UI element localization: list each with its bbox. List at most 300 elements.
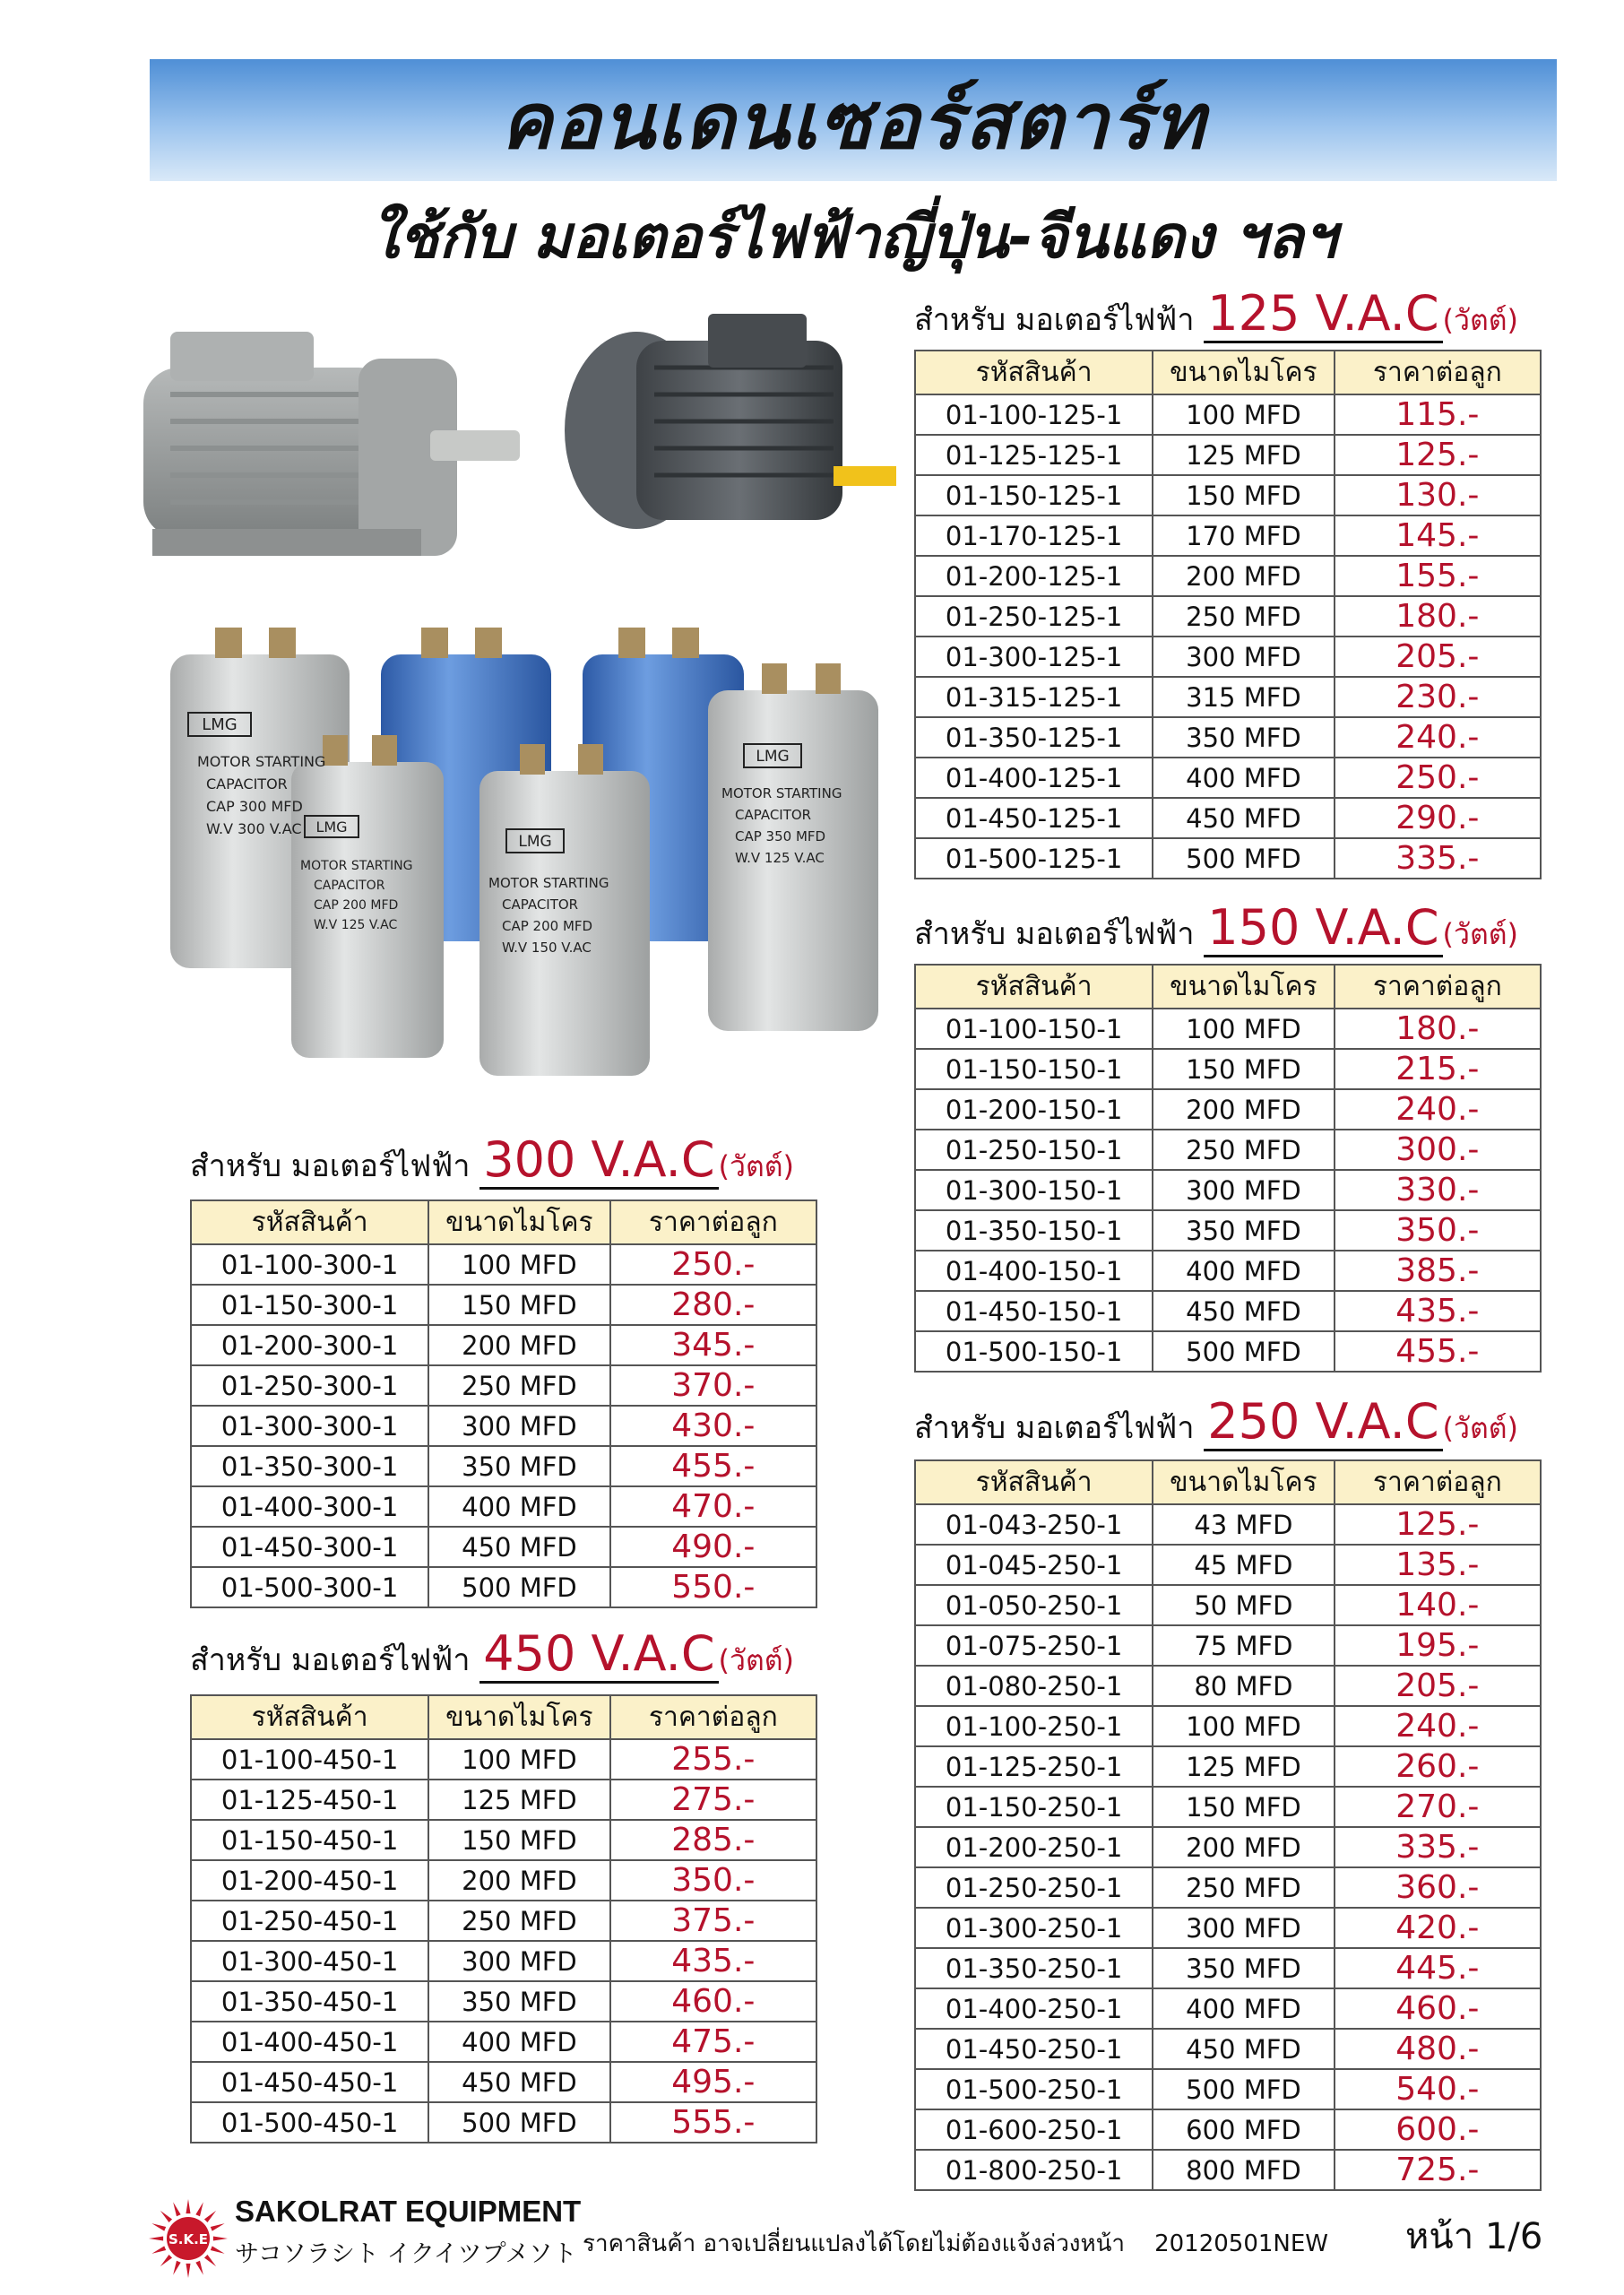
- column-header-price: ราคาต่อลูก: [610, 1695, 816, 1739]
- price-cell: 335.-: [1335, 838, 1541, 879]
- product-code-cell: 01-125-125-1: [915, 435, 1153, 475]
- column-header-price: ราคาต่อลูก: [1335, 351, 1541, 394]
- column-header-size: ขนาดไมโคร: [428, 1200, 609, 1244]
- table-row: [915, 1585, 1541, 1625]
- heading-450vac-voltage: 450 V.A.C: [479, 1627, 718, 1684]
- table-row: [915, 1545, 1541, 1585]
- price-cell: 470.-: [610, 1486, 816, 1527]
- price-cell: 270.-: [1335, 1787, 1541, 1827]
- table-header-row: [191, 1200, 816, 1244]
- product-code-cell: 01-150-125-1: [915, 475, 1153, 515]
- product-code-cell: 01-400-250-1: [915, 1988, 1153, 2029]
- product-code-cell: 01-125-250-1: [915, 1746, 1153, 1787]
- heading-125vac: [914, 287, 1518, 350]
- capacity-cell: 150 MFD: [428, 1285, 609, 1325]
- price-cell: 250.-: [610, 1244, 816, 1285]
- price-cell: 115.-: [1335, 394, 1541, 435]
- table-row: [191, 2062, 816, 2102]
- price-table-450vac: [190, 1694, 817, 2143]
- capacity-cell: 250 MFD: [1153, 1867, 1334, 1908]
- product-code-cell: 01-150-450-1: [191, 1820, 428, 1860]
- capacity-cell: 200 MFD: [428, 1860, 609, 1901]
- product-code-cell: 01-250-150-1: [915, 1130, 1153, 1170]
- capacity-cell: 100 MFD: [1153, 1706, 1334, 1746]
- capacity-cell: 125 MFD: [1153, 1746, 1334, 1787]
- svg-text:CAPACITOR: CAPACITOR: [206, 775, 288, 792]
- table-row: [915, 717, 1541, 758]
- capacity-cell: 300 MFD: [1153, 637, 1334, 677]
- heading-250vac-unit: (วัตต์): [1442, 1411, 1519, 1445]
- product-code-cell: 01-080-250-1: [915, 1666, 1153, 1706]
- table-row: [915, 1049, 1541, 1089]
- heading-250vac-label: สำหรับ มอเตอร์ไฟฟ้า: [914, 1410, 1195, 1446]
- capacity-cell: 125 MFD: [1153, 435, 1334, 475]
- table-row: [915, 758, 1541, 798]
- capacity-cell: 500 MFD: [428, 1567, 609, 1607]
- price-cell: 455.-: [1335, 1331, 1541, 1372]
- product-code-cell: 01-250-125-1: [915, 596, 1153, 637]
- svg-text:W.V 125 V.AC: W.V 125 V.AC: [735, 850, 825, 866]
- table-row: [191, 1739, 816, 1780]
- capacity-cell: 200 MFD: [428, 1325, 609, 1365]
- table-row: [915, 1251, 1541, 1291]
- capacity-cell: 450 MFD: [1153, 1291, 1334, 1331]
- product-code-cell: 01-450-150-1: [915, 1291, 1153, 1331]
- table-row: [915, 637, 1541, 677]
- table-header-row: [915, 351, 1541, 394]
- product-code-cell: 01-100-250-1: [915, 1706, 1153, 1746]
- capacity-cell: 200 MFD: [1153, 1089, 1334, 1130]
- capacity-cell: 80 MFD: [1153, 1666, 1334, 1706]
- product-code-cell: 01-250-450-1: [191, 1901, 428, 1941]
- price-cell: 155.-: [1335, 556, 1541, 596]
- price-cell: 125.-: [1335, 435, 1541, 475]
- capacity-cell: 800 MFD: [1153, 2150, 1334, 2190]
- price-cell: 350.-: [610, 1860, 816, 1901]
- column-header-code: รหัสสินค้า: [915, 965, 1153, 1009]
- capacity-cell: 315 MFD: [1153, 677, 1334, 717]
- price-cell: 300.-: [1335, 1130, 1541, 1170]
- capacity-cell: 250 MFD: [1153, 596, 1334, 637]
- column-header-size: ขนาดไมโคร: [1153, 965, 1334, 1009]
- table-row: [915, 2029, 1541, 2069]
- capacity-cell: 450 MFD: [428, 2062, 609, 2102]
- product-code-cell: 01-300-150-1: [915, 1170, 1153, 1210]
- svg-text:W.V 150 V.AC: W.V 150 V.AC: [502, 940, 592, 956]
- product-code-cell: 01-250-250-1: [915, 1867, 1153, 1908]
- table-row: [191, 1365, 816, 1406]
- dark-motor-image: [565, 314, 896, 529]
- heading-150vac-unit: (วัตต์): [1442, 917, 1519, 951]
- product-code-cell: 01-315-125-1: [915, 677, 1153, 717]
- heading-150vac-voltage: 150 V.A.C: [1204, 901, 1442, 957]
- sun-ray: [195, 2202, 203, 2216]
- sun-ray: [151, 2246, 166, 2253]
- price-table-300vac: [190, 1199, 817, 1608]
- product-code-cell: 01-450-125-1: [915, 798, 1153, 838]
- table-row: [915, 1331, 1541, 1372]
- price-cell: 460.-: [610, 1981, 816, 2022]
- svg-text:CAP 300 MFD: CAP 300 MFD: [206, 798, 303, 815]
- table-row: [915, 677, 1541, 717]
- price-cell: 725.-: [1335, 2150, 1541, 2190]
- product-code-cell: 01-100-450-1: [191, 1739, 428, 1780]
- table-row: [915, 1908, 1541, 1948]
- table-row: [915, 1170, 1541, 1210]
- capacity-cell: 100 MFD: [428, 1244, 609, 1285]
- capacity-cell: 350 MFD: [1153, 1210, 1334, 1251]
- product-code-cell: 01-300-125-1: [915, 637, 1153, 677]
- table-row: [191, 1446, 816, 1486]
- column-header-code: รหัสสินค้า: [915, 351, 1153, 394]
- heading-450vac-label: สำหรับ มอเตอร์ไฟฟ้า: [190, 1642, 471, 1678]
- table-row: [191, 1244, 816, 1285]
- capacity-cell: 150 MFD: [428, 1820, 609, 1860]
- table-row: [191, 2102, 816, 2143]
- capacity-cell: 150 MFD: [1153, 1787, 1334, 1827]
- capacity-cell: 150 MFD: [1153, 475, 1334, 515]
- sun-ray: [211, 2223, 225, 2230]
- price-cell: 195.-: [1335, 1625, 1541, 1666]
- price-cell: 435.-: [1335, 1291, 1541, 1331]
- price-cell: 540.-: [1335, 2069, 1541, 2109]
- svg-text:MOTOR STARTING: MOTOR STARTING: [721, 785, 842, 801]
- column-header-code: รหัสสินค้า: [191, 1200, 428, 1244]
- capacity-cell: 350 MFD: [1153, 1948, 1334, 1988]
- capacity-cell: 350 MFD: [1153, 717, 1334, 758]
- capacity-cell: 150 MFD: [1153, 1049, 1334, 1089]
- table-row: [191, 1901, 816, 1941]
- table-row: [915, 1746, 1541, 1787]
- product-code-cell: 01-350-300-1: [191, 1446, 428, 1486]
- table-row: [191, 1567, 816, 1607]
- svg-text:LMG: LMG: [518, 833, 552, 851]
- capacity-cell: 50 MFD: [1153, 1585, 1334, 1625]
- sun-ray: [149, 2236, 163, 2240]
- capacity-cell: 350 MFD: [428, 1981, 609, 2022]
- product-code-cell: 01-300-300-1: [191, 1406, 428, 1446]
- table-row: [915, 1827, 1541, 1867]
- product-code-cell: 01-800-250-1: [915, 2150, 1153, 2190]
- product-code-cell: 01-043-250-1: [915, 1504, 1153, 1545]
- table-header-row: [191, 1695, 816, 1739]
- capacity-cell: 400 MFD: [428, 1486, 609, 1527]
- footer-note: [583, 2225, 1328, 2262]
- sun-ray: [195, 2261, 203, 2275]
- price-change-note: ราคาสินค้า อาจเปลี่ยนแปลงได้โดยไม่ต้องแจ้งล่วงหน้า: [583, 2230, 1126, 2257]
- product-code-cell: 01-450-250-1: [915, 2029, 1153, 2069]
- price-cell: 430.-: [610, 1406, 816, 1446]
- heading-450vac-unit: (วัตต์): [718, 1643, 795, 1677]
- table-row: [915, 1210, 1541, 1251]
- product-code-cell: 01-450-450-1: [191, 2062, 428, 2102]
- price-cell: 330.-: [1335, 1170, 1541, 1210]
- product-code-cell: 01-100-150-1: [915, 1009, 1153, 1049]
- table-row: [191, 1941, 816, 1981]
- product-code-cell: 01-500-150-1: [915, 1331, 1153, 1372]
- price-cell: 550.-: [610, 1567, 816, 1607]
- table-row: [915, 2069, 1541, 2109]
- heading-300vac-voltage: 300 V.A.C: [479, 1133, 718, 1190]
- table-row: [191, 1406, 816, 1446]
- capacity-cell: 300 MFD: [428, 1941, 609, 1981]
- capacitor-gray-front-left: [291, 735, 444, 1058]
- price-cell: 385.-: [1335, 1251, 1541, 1291]
- price-cell: 445.-: [1335, 1948, 1541, 1988]
- svg-text:CAPACITOR: CAPACITOR: [735, 807, 812, 823]
- table-row: [915, 838, 1541, 879]
- capacity-cell: 100 MFD: [1153, 1009, 1334, 1049]
- heading-300vac-label: สำหรับ มอเตอร์ไฟฟ้า: [190, 1148, 471, 1184]
- svg-text:CAPACITOR: CAPACITOR: [502, 896, 579, 913]
- product-code-cell: 01-350-450-1: [191, 1981, 428, 2022]
- table-row: [915, 394, 1541, 435]
- product-code-cell: 01-045-250-1: [915, 1545, 1153, 1585]
- capacity-cell: 250 MFD: [1153, 1130, 1334, 1170]
- table-row: [191, 1780, 816, 1820]
- table-row: [915, 798, 1541, 838]
- table-row: [915, 515, 1541, 556]
- price-cell: 555.-: [610, 2102, 816, 2143]
- product-code-cell: 01-200-300-1: [191, 1325, 428, 1365]
- sun-ray: [160, 2255, 172, 2266]
- product-code-cell: 01-400-300-1: [191, 1486, 428, 1527]
- gray-motor-image: [143, 332, 520, 556]
- capacity-cell: 200 MFD: [1153, 1827, 1334, 1867]
- sun-ray: [173, 2202, 180, 2216]
- price-cell: 205.-: [1335, 637, 1541, 677]
- table-row: [915, 1625, 1541, 1666]
- product-code-cell: 01-200-125-1: [915, 556, 1153, 596]
- price-cell: 375.-: [610, 1901, 816, 1941]
- price-cell: 490.-: [610, 1527, 816, 1567]
- capacity-cell: 600 MFD: [1153, 2109, 1334, 2150]
- sun-ray: [173, 2261, 180, 2275]
- product-code-cell: 01-300-450-1: [191, 1941, 428, 1981]
- svg-text:LMG: LMG: [202, 715, 238, 734]
- table-row: [915, 1089, 1541, 1130]
- heading-150vac: [914, 901, 1518, 964]
- price-cell: 290.-: [1335, 798, 1541, 838]
- table-row: [915, 1787, 1541, 1827]
- table-row: [915, 475, 1541, 515]
- capacity-cell: 100 MFD: [1153, 394, 1334, 435]
- table-row: [915, 1666, 1541, 1706]
- svg-text:W.V 125 V.AC: W.V 125 V.AC: [314, 918, 398, 932]
- price-cell: 480.-: [1335, 2029, 1541, 2069]
- product-code-cell: 01-600-250-1: [915, 2109, 1153, 2150]
- table-header-row: [915, 1460, 1541, 1504]
- product-code-cell: 01-200-150-1: [915, 1089, 1153, 1130]
- product-code-cell: 01-400-150-1: [915, 1251, 1153, 1291]
- price-cell: 130.-: [1335, 475, 1541, 515]
- sun-ray: [186, 2264, 190, 2278]
- price-cell: 240.-: [1335, 1706, 1541, 1746]
- column-header-size: ขนาดไมโคร: [1153, 351, 1334, 394]
- price-cell: 260.-: [1335, 1746, 1541, 1787]
- sun-ray: [186, 2199, 190, 2213]
- page-title: คอนเดนเซอร์สตาร์ท: [500, 77, 1206, 167]
- catalog-code: 20120501NEW: [1154, 2230, 1328, 2257]
- product-code-cell: 01-075-250-1: [915, 1625, 1153, 1666]
- capacity-cell: 400 MFD: [1153, 758, 1334, 798]
- column-header-size: ขนาดไมโคร: [1153, 1460, 1334, 1504]
- price-cell: 125.-: [1335, 1504, 1541, 1545]
- table-row: [191, 1820, 816, 1860]
- table-row: [915, 1948, 1541, 1988]
- capacity-cell: 43 MFD: [1153, 1504, 1334, 1545]
- heading-450vac: [190, 1627, 794, 1690]
- product-code-cell: 01-500-450-1: [191, 2102, 428, 2143]
- svg-text:MOTOR STARTING: MOTOR STARTING: [300, 859, 413, 873]
- svg-text:CAP 200 MFD: CAP 200 MFD: [502, 918, 593, 934]
- sun-ray: [160, 2211, 172, 2222]
- table-row: [915, 1988, 1541, 2029]
- table-row: [191, 1981, 816, 2022]
- price-cell: 345.-: [610, 1325, 816, 1365]
- sun-logo-icon: [148, 2198, 229, 2279]
- price-cell: 240.-: [1335, 717, 1541, 758]
- table-row: [915, 1130, 1541, 1170]
- column-header-code: รหัสสินค้า: [915, 1460, 1153, 1504]
- price-table-150vac: [914, 964, 1542, 1373]
- heading-250vac: [914, 1395, 1518, 1458]
- column-header-price: ราคาต่อลูก: [1335, 1460, 1541, 1504]
- product-code-cell: 01-150-150-1: [915, 1049, 1153, 1089]
- table-row: [915, 1291, 1541, 1331]
- capacity-cell: 500 MFD: [1153, 1331, 1334, 1372]
- price-cell: 285.-: [610, 1820, 816, 1860]
- price-cell: 240.-: [1335, 1089, 1541, 1130]
- column-header-size: ขนาดไมโคร: [428, 1695, 609, 1739]
- product-code-cell: 01-100-125-1: [915, 394, 1153, 435]
- product-code-cell: 01-300-250-1: [915, 1908, 1153, 1948]
- capacity-cell: 450 MFD: [1153, 798, 1334, 838]
- table-row: [191, 1325, 816, 1365]
- table-row: [915, 1009, 1541, 1049]
- heading-250vac-voltage: 250 V.A.C: [1204, 1395, 1442, 1451]
- product-code-cell: 01-150-250-1: [915, 1787, 1153, 1827]
- capacity-cell: 125 MFD: [428, 1780, 609, 1820]
- sun-ray: [204, 2255, 216, 2266]
- product-code-cell: 01-350-125-1: [915, 717, 1153, 758]
- price-cell: 135.-: [1335, 1545, 1541, 1585]
- capacity-cell: 500 MFD: [1153, 838, 1334, 879]
- heading-125vac-voltage: 125 V.A.C: [1204, 287, 1442, 343]
- heading-300vac: [190, 1133, 794, 1196]
- sun-ray: [151, 2223, 166, 2230]
- column-header-price: ราคาต่อลูก: [1335, 965, 1541, 1009]
- table-row: [191, 1527, 816, 1567]
- product-code-cell: 01-400-125-1: [915, 758, 1153, 798]
- svg-text:W.V 300 V.AC: W.V 300 V.AC: [206, 820, 302, 837]
- svg-text:LMG: LMG: [315, 818, 348, 836]
- capacity-cell: 75 MFD: [1153, 1625, 1334, 1666]
- price-cell: 230.-: [1335, 677, 1541, 717]
- capacity-cell: 170 MFD: [1153, 515, 1334, 556]
- price-cell: 350.-: [1335, 1210, 1541, 1251]
- price-cell: 455.-: [610, 1446, 816, 1486]
- product-code-cell: 01-100-300-1: [191, 1244, 428, 1285]
- capacity-cell: 250 MFD: [428, 1365, 609, 1406]
- capacity-cell: 500 MFD: [1153, 2069, 1334, 2109]
- table-row: [915, 435, 1541, 475]
- capacity-cell: 350 MFD: [428, 1446, 609, 1486]
- product-code-cell: 01-450-300-1: [191, 1527, 428, 1567]
- product-code-cell: 01-350-250-1: [915, 1948, 1153, 1988]
- svg-text:LMG: LMG: [756, 748, 790, 766]
- table-row: [915, 556, 1541, 596]
- table-row: [191, 1486, 816, 1527]
- capacity-cell: 500 MFD: [428, 2102, 609, 2143]
- product-code-cell: 01-400-450-1: [191, 2022, 428, 2062]
- table-row: [915, 1867, 1541, 1908]
- capacity-cell: 400 MFD: [1153, 1251, 1334, 1291]
- price-cell: 140.-: [1335, 1585, 1541, 1625]
- page-subtitle: ใช้กับ มอเตอร์ไฟฟ้าญี่ปุ่น-จีนแดง ฯลฯ: [369, 203, 1337, 272]
- price-cell: 250.-: [1335, 758, 1541, 798]
- column-header-code: รหัสสินค้า: [191, 1695, 428, 1739]
- capacity-cell: 300 MFD: [1153, 1908, 1334, 1948]
- price-cell: 460.-: [1335, 1988, 1541, 2029]
- price-cell: 145.-: [1335, 515, 1541, 556]
- brand-name-jp: サコソラシト イクイツプメソト: [235, 2240, 577, 2268]
- price-cell: 255.-: [610, 1739, 816, 1780]
- product-photo: [134, 314, 896, 1121]
- sun-ray: [204, 2211, 216, 2222]
- table-row: [191, 2022, 816, 2062]
- capacitor-gray-front-right: [708, 663, 878, 1031]
- price-cell: 335.-: [1335, 1827, 1541, 1867]
- svg-text:CAP 350 MFD: CAP 350 MFD: [735, 828, 826, 844]
- svg-text:MOTOR STARTING: MOTOR STARTING: [488, 875, 609, 891]
- price-cell: 495.-: [610, 2062, 816, 2102]
- price-cell: 275.-: [610, 1780, 816, 1820]
- table-row: [191, 1860, 816, 1901]
- heading-300vac-unit: (วัตต์): [718, 1149, 795, 1183]
- sun-ray: [213, 2236, 228, 2240]
- price-cell: 600.-: [1335, 2109, 1541, 2150]
- price-cell: 475.-: [610, 2022, 816, 2062]
- table-row: [915, 1706, 1541, 1746]
- heading-150vac-label: สำหรับ มอเตอร์ไฟฟ้า: [914, 916, 1195, 952]
- product-code-cell: 01-500-125-1: [915, 838, 1153, 879]
- capacity-cell: 400 MFD: [1153, 1988, 1334, 2029]
- capacity-cell: 300 MFD: [428, 1406, 609, 1446]
- product-code-cell: 01-125-450-1: [191, 1780, 428, 1820]
- capacity-cell: 450 MFD: [1153, 2029, 1334, 2069]
- product-code-cell: 01-150-300-1: [191, 1285, 428, 1325]
- product-code-cell: 01-500-250-1: [915, 2069, 1153, 2109]
- price-cell: 215.-: [1335, 1049, 1541, 1089]
- price-cell: 370.-: [610, 1365, 816, 1406]
- price-table-125vac: [914, 350, 1542, 879]
- table-row: [915, 1504, 1541, 1545]
- svg-text:S.K.E: S.K.E: [168, 2231, 209, 2247]
- price-cell: 360.-: [1335, 1867, 1541, 1908]
- price-cell: 180.-: [1335, 1009, 1541, 1049]
- product-code-cell: 01-200-250-1: [915, 1827, 1153, 1867]
- product-code-cell: 01-500-300-1: [191, 1567, 428, 1607]
- product-code-cell: 01-350-150-1: [915, 1210, 1153, 1251]
- capacity-cell: 400 MFD: [428, 2022, 609, 2062]
- table-row: [915, 596, 1541, 637]
- product-code-cell: 01-170-125-1: [915, 515, 1153, 556]
- capacity-cell: 100 MFD: [428, 1739, 609, 1780]
- capacity-cell: 45 MFD: [1153, 1545, 1334, 1585]
- capacity-cell: 300 MFD: [1153, 1170, 1334, 1210]
- page-number: หน้า 1/6: [1405, 2216, 1543, 2257]
